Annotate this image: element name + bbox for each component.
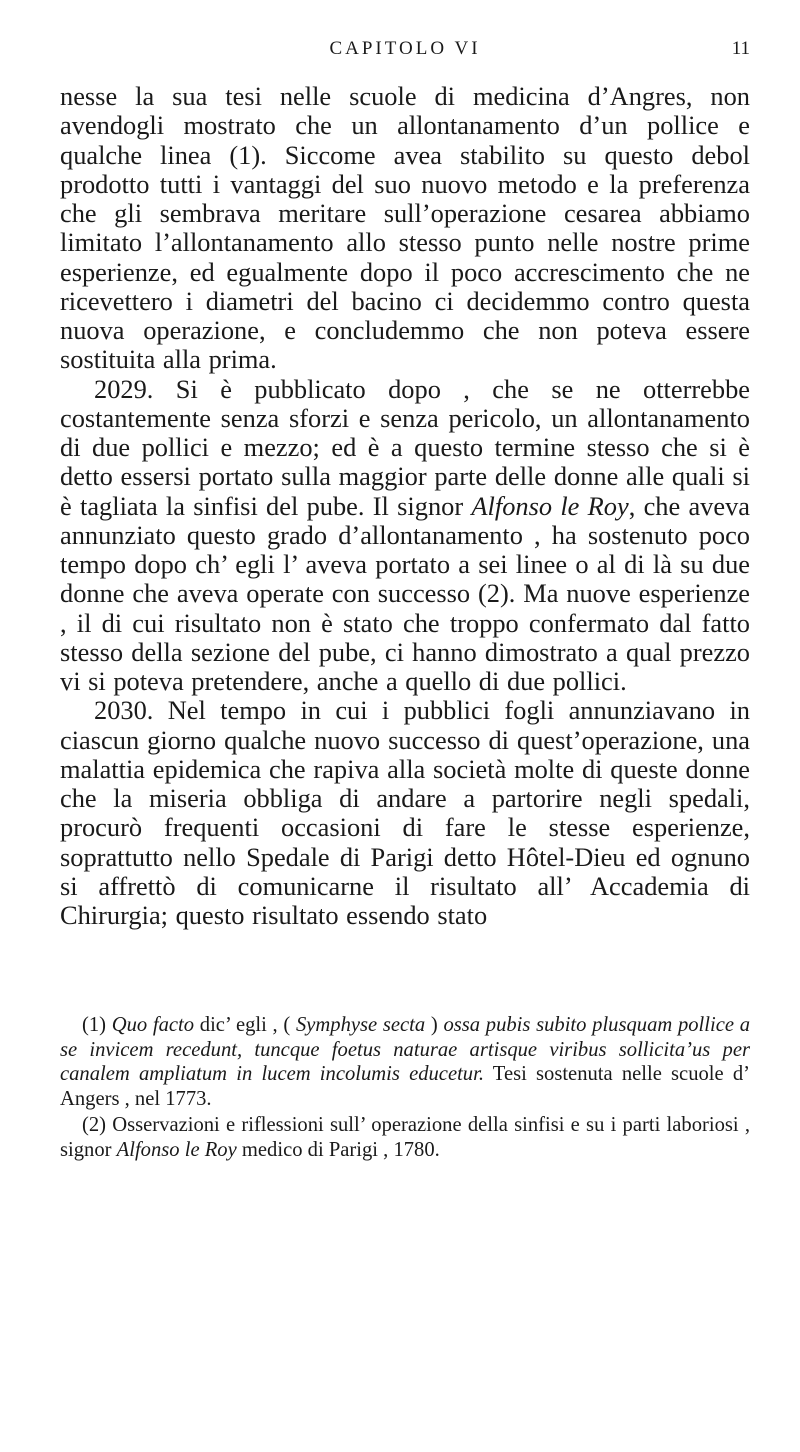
paragraph-2030 xyxy=(60,696,750,930)
latin-text: ossa pubis subito plusquam pollice a se invicem recedunt, tuncque foetus naturae artisque viribus sollicita’us per canalem ampliatum in lucem incolumis educetur. xyxy=(60,1014,750,1085)
footnotes xyxy=(60,1013,750,1162)
paragraph-text: , che aveva annunziato questo grado d’allontanamento , ha sostenuto poco tempo dopo ch’ egli l’ aveva portato a sei linee o al di là su due donne che aveva operate con successo (2). Ma nuove esperienze , il di cui risultato non è stato che troppo confermato dal fatto stesso della sezione del pube, ci hanno dimostrato a qual prezzo vi si poteva pretendere, anche a quello di due pollici. xyxy=(60,490,750,696)
latin-text: Quo facto xyxy=(111,1014,195,1036)
paragraph-continued xyxy=(60,82,750,375)
person-name: Alfonso le Roy xyxy=(116,1138,237,1161)
paragraph-2029 xyxy=(60,375,750,697)
footnote-text: medico di Parigi , 1780. xyxy=(236,1138,440,1161)
footnote-text: dic’ egli , ( xyxy=(194,1014,296,1036)
footnote-text: Osservazioni e riflessioni sull’ operazione della sinfisi e su i parti laboriosi , signor xyxy=(60,1114,750,1161)
paragraph-text: nesse la sua tesi nelle scuole di medicina d’Angres, non avendogli mostrato che un allontanamento d’un pollice e qualche linea (1). Siccome avea stabilito su questo debol prodotto tutti i vantaggi del suo nuovo metodo e la preferenza che gli sembrava meritare sull’operazione cesarea abbiamo limitato l’allontanamento allo stesso punto nelle nostre prime esperienze, ed egualmente dopo il poco accrescimento che ne ricevettero i diametri del bacino ci decidemmo contro questa nuova operazione, e concludemmo che non poteva essere sostituita alla prima. xyxy=(60,81,750,375)
latin-text: Symphyse secta xyxy=(295,1014,426,1036)
paragraph-text: 2030. Nel tempo in cui i pubblici fogli annunziavano in ciascun giorno qualche nuovo successo di quest’operazione, una malattia epidemica che rapiva alla società molte di queste donne che la miseria obbliga di andare a partorire negli spedali, procurò frequenti occasioni di fare le stesse esperienze, soprattutto nello Spedale di Parigi detto Hôtel-Dieu ed ognuno si affrettò di comunicarne il risultato all’ Accademia di Chirurgia; questo risultato essendo stato xyxy=(60,695,750,930)
footnote-marker: (2) xyxy=(82,1114,113,1136)
page-number: 11 xyxy=(731,38,750,59)
footnote-text: Tesi sostenuta nelle scuole d’ Angers , nel 1773. xyxy=(60,1063,750,1110)
footnote-text: ) xyxy=(425,1014,444,1036)
footnote-2 xyxy=(60,1113,750,1162)
footnote-1 xyxy=(60,1013,750,1111)
page-header xyxy=(60,34,750,64)
paragraph-text: 2029. Si è pubblicato dopo , che se ne otterrebbe costantemente senza sforzi e senza pericolo, un allontanamento di due pollici e mezzo; ed è a questo termine stesso che si è detto essersi portato sulla maggior parte delle donne alle quali si è tagliata la sinfisi del pube. Il signor xyxy=(60,373,750,521)
main-text xyxy=(60,82,750,930)
running-title: CAPITOLO VI xyxy=(329,38,481,59)
person-name: Alfonso le Roy xyxy=(471,490,629,521)
footnote-marker: (1) xyxy=(82,1014,112,1036)
